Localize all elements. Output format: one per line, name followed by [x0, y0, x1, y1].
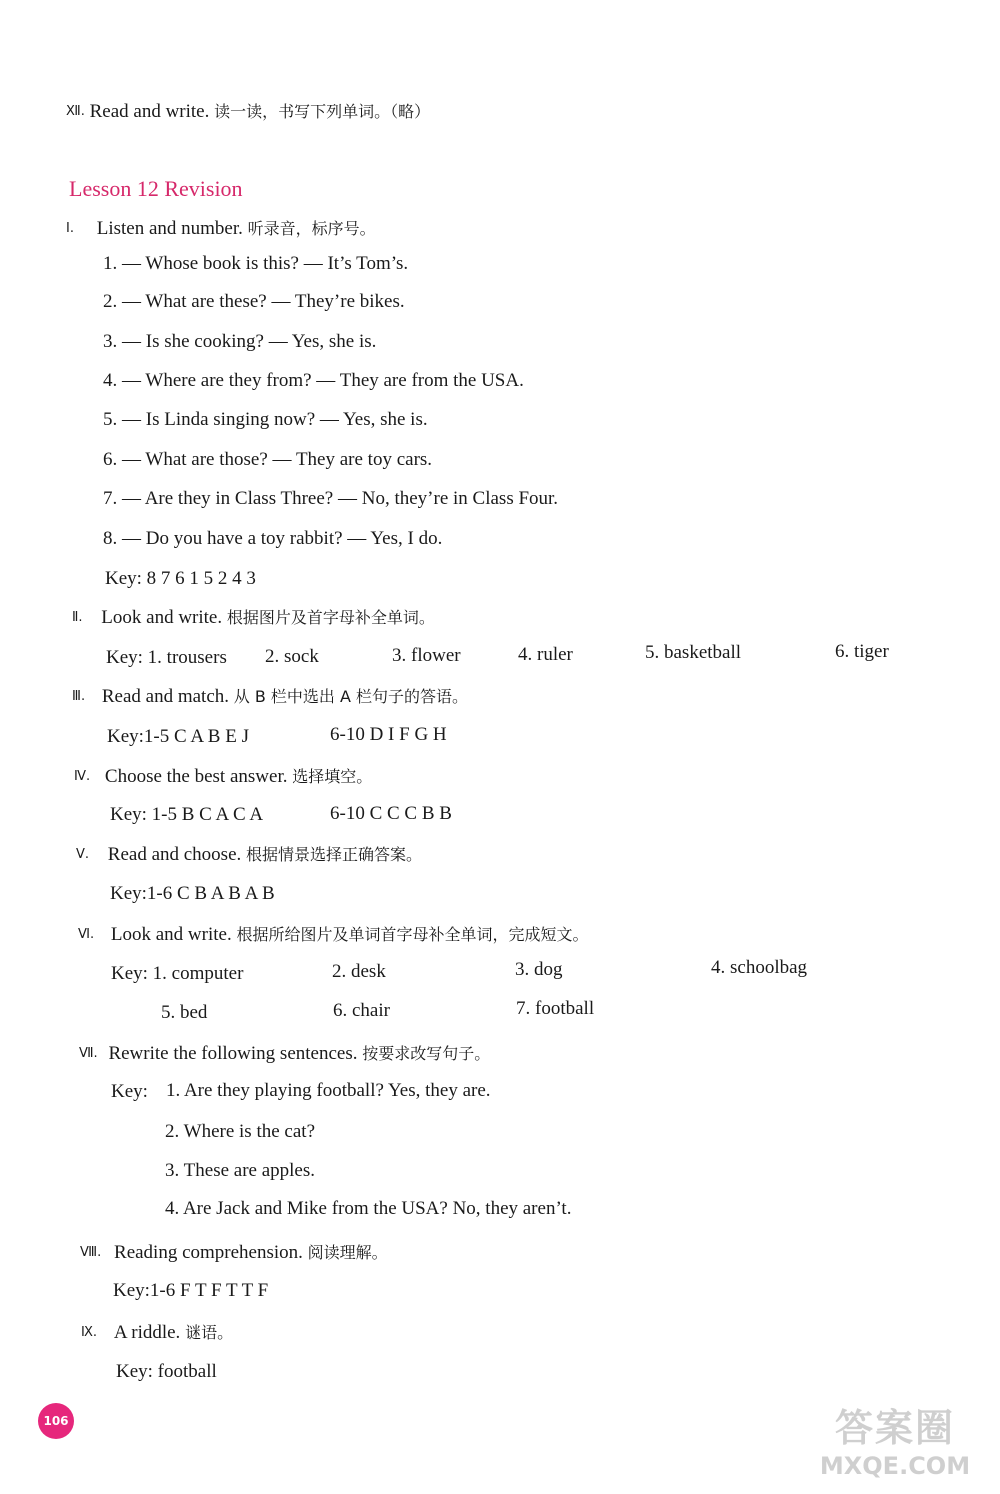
- list-item: 2. — What are these? — They’re bikes.: [103, 291, 405, 312]
- list-item: 3. — Is she cooking? — Yes, she is.: [103, 331, 377, 352]
- answer-key: Key: 1-5 B C A C A: [110, 804, 264, 825]
- answer-key: 6-10 C C C B B: [330, 803, 452, 824]
- answer-key: Key: 8 7 6 1 5 2 4 3: [105, 568, 256, 589]
- section-9-heading: Ⅸ. A riddle. 谜语。: [81, 1322, 234, 1343]
- section-2-heading: Ⅱ. Look and write. 根据图片及首字母补全单词。: [72, 607, 435, 628]
- answer-key: Key: 1. computer: [111, 963, 244, 984]
- answer-key: Key:1-6 F T F T T F: [113, 1280, 269, 1301]
- section-5-heading: Ⅴ. Read and choose. 根据情景选择正确答案。: [76, 844, 423, 865]
- list-item: 3. These are apples.: [165, 1160, 316, 1181]
- section-number: Ⅲ.: [72, 689, 86, 704]
- section-number: Ⅵ.: [78, 927, 95, 942]
- answer-key: 7. football: [516, 998, 595, 1019]
- list-item: 4. — Where are they from? — They are from the USA.: [103, 370, 524, 391]
- page-number-badge: 106: [38, 1403, 74, 1439]
- section-number: Ⅻ.: [66, 104, 85, 119]
- answer-key: Key:1-5 C A B E J: [107, 726, 249, 747]
- answer-key: 6. tiger: [835, 641, 889, 662]
- list-item: 7. — Are they in Class Three? — No, they’re in Class Four.: [103, 488, 559, 509]
- section-number: Ⅶ.: [79, 1046, 98, 1061]
- section-number: Ⅳ.: [74, 769, 91, 784]
- section-number: Ⅸ.: [81, 1325, 98, 1340]
- section-1-heading: Ⅰ. Listen and number. 听录音，标序号。: [66, 218, 376, 239]
- answer-key: 2. desk: [332, 961, 386, 982]
- section-7-heading: Ⅶ. Rewrite the following sentences. 按要求改写句子。: [79, 1043, 491, 1064]
- list-item: 4. Are Jack and Mike from the USA? No, they aren’t.: [165, 1198, 572, 1219]
- watermark-logo: 答案圈 MXQE.COM: [819, 1406, 971, 1480]
- list-item: 8. — Do you have a toy rabbit? — Yes, I do.: [103, 528, 443, 549]
- section-8-heading: Ⅷ. Reading comprehension. 阅读理解。: [80, 1242, 388, 1263]
- list-item: 6. — What are those? — They are toy cars.: [103, 449, 433, 470]
- answer-key: Key:1-6 C B A B A B: [110, 883, 275, 904]
- answer-key: Key: 1. trousers: [106, 647, 227, 668]
- list-item: 1. Are they playing football? Yes, they are.: [166, 1080, 491, 1101]
- section-3-heading: Ⅲ. Read and match. 从 B 栏中选出 A 栏句子的答语。: [72, 686, 469, 707]
- section-4-heading: Ⅳ. Choose the best answer. 选择填空。: [74, 766, 373, 787]
- answer-key: 3. dog: [515, 959, 563, 980]
- section-6-heading: Ⅵ. Look and write. 根据所给图片及单词首字母补全单词，完成短文。: [78, 924, 589, 945]
- section-number: Ⅷ.: [80, 1245, 102, 1260]
- answer-key: 5. basketball: [645, 642, 742, 663]
- answer-key: 4. ruler: [518, 644, 573, 665]
- answer-key-label: Key:: [111, 1081, 148, 1102]
- section-number: Ⅱ.: [72, 610, 83, 625]
- answer-key: 5. bed: [161, 1002, 208, 1023]
- answer-key: 6-10 D I F G H: [330, 724, 447, 745]
- answer-key: Key: football: [116, 1361, 217, 1382]
- list-item: 2. Where is the cat?: [165, 1121, 315, 1142]
- section-12-heading: Ⅻ. Read and write. 读一读，书写下列单词。（略）: [66, 101, 431, 122]
- lesson-title: Lesson 12 Revision: [69, 176, 243, 201]
- section-number: Ⅰ.: [66, 221, 74, 236]
- answer-key: 6. chair: [333, 1000, 390, 1021]
- answer-key: 2. sock: [265, 646, 319, 667]
- list-item: 1. — Whose book is this? — It’s Tom’s.: [103, 253, 409, 274]
- answer-key: 4. schoolbag: [711, 957, 808, 978]
- list-item: 5. — Is Linda singing now? — Yes, she is.: [103, 409, 428, 430]
- section-number: Ⅴ.: [76, 847, 90, 862]
- answer-key: 3. flower: [392, 645, 461, 666]
